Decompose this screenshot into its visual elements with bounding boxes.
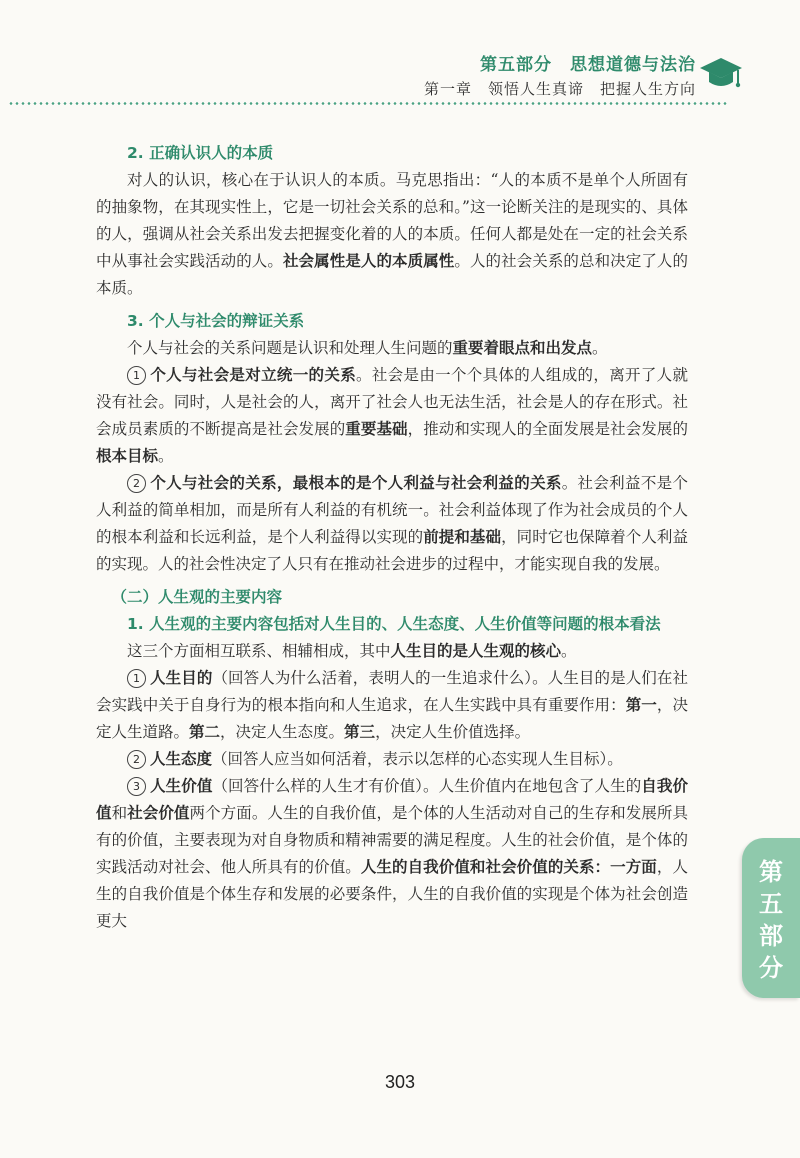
two-item3-text: （回答什么样的人生才有价值）。人生价值内在地包含了人生的 [212, 777, 642, 795]
s2-tail: 。人的社会关系的总和决定了人的本质。 [96, 252, 688, 297]
two-item1-text4: ，决定人生价值选择。 [375, 723, 531, 741]
two-item2-bold: 人生态度 [150, 750, 213, 768]
s3-intro-tail: 。 [592, 339, 608, 357]
two-item3-bold4: 人生的自我价值和社会价值的关系：一方面 [360, 858, 657, 876]
circled-number-2: 2 [127, 750, 146, 769]
two-item3-bold3: 社会价值 [127, 804, 190, 822]
two-item3-bold: 人生价值 [150, 777, 213, 795]
s3-item2-bold2: 前提和基础 [423, 528, 502, 546]
two-item3-text4: ，人生的自我价值是个体生存和发展的必要条件，人生的自我价值的实现是个体为社会创造更大 [96, 858, 688, 930]
two-item1-text2: ，决定人生道路。 [96, 696, 688, 741]
section-3-item-1 [96, 362, 688, 470]
s3-item2-text2: ，同时它也保障着个人利益的实现。人的社会性决定了人只有在推动社会进步的过程中，才能实现自我的发展。 [96, 528, 688, 573]
two-intro-tail: 。 [561, 642, 577, 660]
two-item1-bold3: 第二 [189, 723, 221, 741]
two-item3-text3: 两个方面。人生的自我价值，是个体的人生活动对自己的生存和发展所具有的价值，主要表现为对自身物质和精神需要的满足程度。人生的社会价值，是个体的实践活动对社会、他人所具有的价值。 [96, 804, 688, 876]
s2-bold: 社会属性是人的本质属性 [282, 252, 455, 270]
page-number: 303 [384, 1072, 416, 1092]
s2-text: 对人的认识，核心在于认识人的本质。马克思指出：“人的本质不是单个人所固有的抽象物，在其现实性上，它是一切社会关系的总和。”这一论断关注的是现实的、具体的人，强调从社会关系出发去把握变化着的人的本质。任何人都是处在一定的社会关系中从事社会实践活动的人。 [96, 171, 688, 270]
side-tab-label: 第五部分 [759, 858, 783, 982]
section-3-item-2 [96, 470, 688, 578]
two-item1-text3: ，决定人生态度。 [220, 723, 345, 741]
header-part-title: 第五部分 思想道德与法治 [480, 55, 696, 75]
two-item1-text: （回答人为什么活着，表明人的一生追求什么）。人生目的是人们在社会实践中关于自身行为的根本指向和人生追求，在人生实践中具有重要作用： [96, 669, 688, 714]
circled-number-1: 1 [127, 669, 146, 688]
two-item3-text2: 和 [111, 804, 128, 822]
part-side-tab [742, 838, 800, 998]
s3-item1-text: 。社会是由一个个具体的人组成的，离开了人就没有社会。同时，人是社会的人，离开了社会人也无法生活，社会是人的存在形式。社会成员素质的不断提高是社会发展的 [96, 366, 688, 438]
circled-number-3: 3 [127, 777, 146, 796]
s3-intro-bold: 重要着眼点和出发点 [452, 339, 593, 357]
s3-item1-bold2: 重要基础 [345, 420, 408, 438]
circled-number-2: 2 [127, 474, 146, 493]
s3-item1-text3: 。 [158, 447, 174, 465]
two-item1-bold: 人生目的 [150, 669, 213, 687]
graduation-cap-icon [698, 54, 744, 94]
section-3-intro [96, 335, 688, 362]
section-3-heading: 3. 个人与社会的辩证关系 [127, 312, 305, 330]
s3-intro-text: 个人与社会的关系问题是认识和处理人生问题的 [127, 339, 453, 357]
header-dotted-divider [8, 102, 728, 105]
two-item1-bold4: 第三 [344, 723, 376, 741]
section-two-item-2 [96, 746, 688, 773]
two-item1-bold2: 第一 [625, 696, 657, 714]
s3-item2-bold: 个人与社会的关系，最根本的是个人利益与社会利益的关系 [150, 474, 562, 492]
section-two-item-1 [96, 665, 688, 746]
header-chapter-title: 第一章 领悟人生真谛 把握人生方向 [423, 80, 696, 98]
s3-item1-bold3: 根本目标 [96, 447, 159, 465]
section-two-item-3 [96, 773, 688, 935]
two-intro-text: 这三个方面相互联系、相辅相成，其中 [127, 642, 391, 660]
circled-number-1: 1 [127, 366, 146, 385]
two-intro-bold: 人生目的是人生观的核心 [390, 642, 562, 660]
section-two-subheading: 1. 人生观的主要内容包括对人生目的、人生态度、人生价值等问题的根本看法 [127, 615, 661, 633]
section-two-intro [96, 638, 688, 665]
s3-item1-bold: 个人与社会是对立统一的关系 [150, 366, 357, 384]
section-2-paragraph [96, 167, 688, 302]
section-two-heading: （二）人生观的主要内容 [111, 588, 283, 606]
s3-item2-text: 。社会利益不是个人利益的简单相加，而是所有人利益的有机统一。社会利益体现了作为社会成员的个人的根本利益和长远利益，是个人利益得以实现的 [96, 474, 688, 546]
two-item2-text: （回答人应当如何活着，表示以怎样的心态实现人生目标）。 [212, 750, 623, 768]
s3-item1-text2: ，推动和实现人的全面发展是社会发展的 [407, 420, 688, 438]
two-item3-bold2: 自我价值 [96, 777, 688, 822]
main-content [96, 140, 688, 935]
section-2-heading: 2. 正确认识人的本质 [127, 144, 274, 162]
